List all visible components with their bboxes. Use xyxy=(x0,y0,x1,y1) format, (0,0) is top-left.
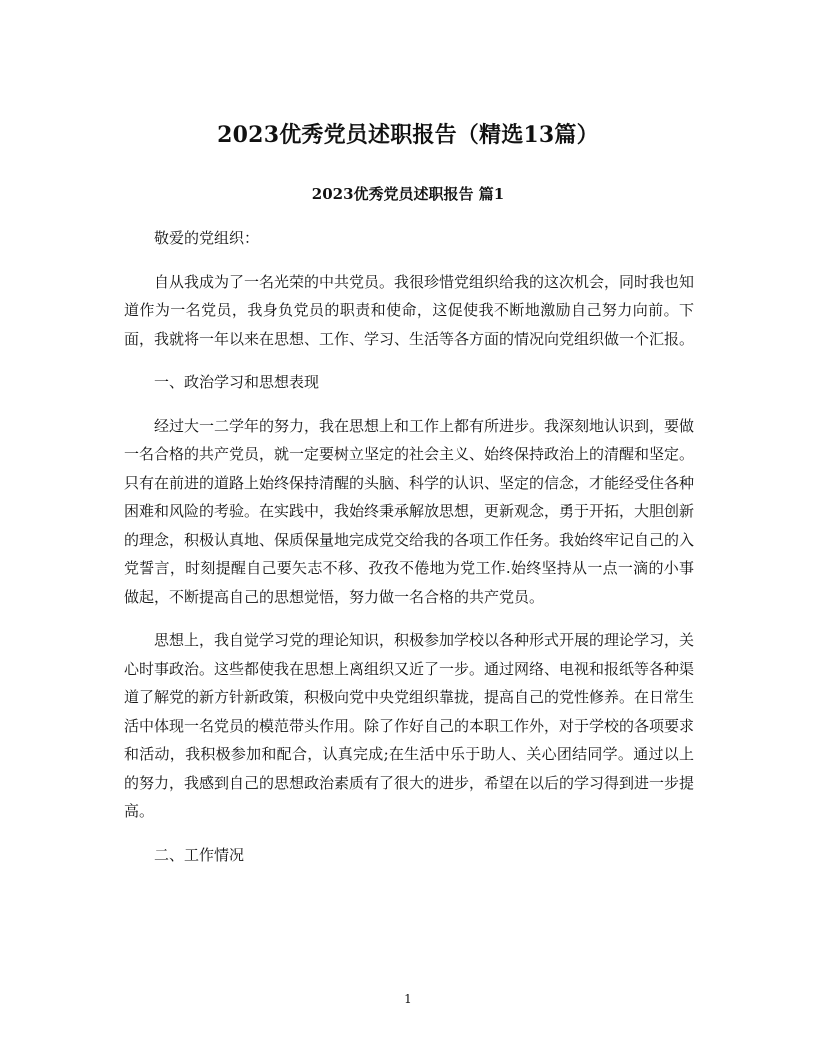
ideology-paragraph: 思想上，我自觉学习党的理论知识，积极参加学校以各种形式开展的理论学习，关心时事政治。这些都使我在思想上离组织又近了一步。通过网络、电视和报纸等各种渠道了解党的新方针新政策，积极向党中央党组织靠拢，提高自己的党性修养。在日常生活中体现一名党员的模范带头作用。除了作好自己的本职工作外，对于学校的各项要求和活动，我积极参加和配合，认真完成;在生活中乐于助人、关心团结同学。通过以上的努力，我感到自己的思想政治素质有了很大的进步，希望在以后的学习得到进一步提高。 xyxy=(124,631,695,820)
intro-paragraph: 自从我成为了一名光荣的中共党员。我很珍惜党组织给我的这次机会，同时我也知道作为一名党员，我身负党员的职责和使命，这促使我不断地激励自己努力向前。下面，我就将一年以来在思想、工作、学习、生活等各方面的情况向党组织做一个汇报。 xyxy=(124,272,695,348)
section-heading-work: 二、工作情况 xyxy=(154,845,245,864)
page-number: 1 xyxy=(404,992,412,1006)
document-body xyxy=(124,224,694,884)
salutation-paragraph: 敬爱的党组织： xyxy=(154,229,260,247)
section-title: 2023优秀党员述职报告 篇1 xyxy=(311,185,505,203)
section-heading-political-study: 一、政治学习和思想表现 xyxy=(154,373,320,391)
document-title: 2023优秀党员述职报告（精选13篇） xyxy=(217,122,599,148)
political-study-paragraph: 经过大一二学年的努力，我在思想上和工作上都有所进步。我深刻地认识到，要做一名合格的共产党员，就一定要树立坚定的社会主义、始终保持政治上的清醒和坚定。只有在前进的道路上始终保持清醒的头脑、科学的认识、坚定的信念，才能经受住各种困难和风险的考验。在实践中，我始终秉承解放思想，更新观念，勇于开拓，大胆创新的理念，积极认真地、保质保量地完成党交给我的各项工作任务。我始终牢记自己的入党誓言，时刻提醒自己要矢志不移、孜孜不倦地为党工作.始终坚持从一点一滴的小事做起，不断提高自己的思想觉悟，努力做一名合格的共产党员。 xyxy=(124,416,695,606)
